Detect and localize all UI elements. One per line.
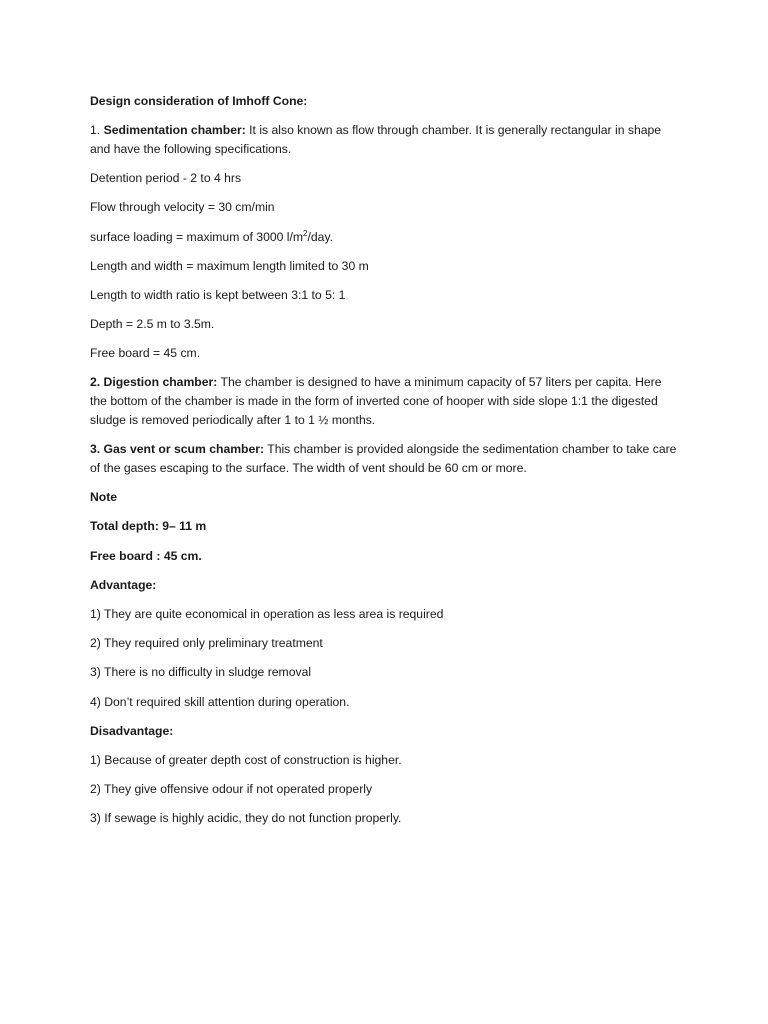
digestion-paragraph — [90, 373, 680, 429]
sedimentation-number: 1. — [90, 123, 101, 138]
spec-ratio: Length to width ratio is kept between 3:1 to 5: 1 — [90, 287, 346, 302]
spec-loading-superscript: 2 — [303, 228, 308, 238]
disadvantage-item: 2) They give offensive odour if not operated properly — [90, 782, 373, 797]
document-page — [90, 92, 680, 839]
note-label: Note — [90, 490, 118, 505]
sedimentation-title: Sedimentation chamber: — [103, 123, 246, 138]
advantage-item: 1) They are quite economical in operation as less area is required — [90, 607, 444, 621]
advantage-item: 3) There is no difficulty in sludge removal — [90, 665, 312, 680]
disadvantage-item: 1) Because of greater depth cost of construction is higher. — [90, 752, 402, 767]
note-total-depth: Total depth: 9– 11 m — [90, 519, 207, 534]
spec-surface-loading — [90, 228, 680, 247]
disadvantage-label: Disadvantage: — [90, 723, 174, 738]
gas-vent-title: 3. Gas vent or scum chamber: — [90, 442, 265, 457]
spec-loading-text: surface loading = maximum of 3000 l/m — [90, 229, 304, 244]
spec-velocity: Flow through velocity = 30 cm/min — [90, 200, 275, 215]
digestion-title: 2. Digestion chamber: — [90, 375, 218, 390]
advantage-label: Advantage: — [90, 577, 157, 592]
digestion-text: The chamber is designed to have a minimum capacity of 57 liters per capita. Here the bottom of the chamber is made in the form of inverted cone of hooper with side slope 1:1 the digested sludge is removed periodically after 1 to 1 ½ months. — [90, 375, 662, 428]
spec-length-width: Length and width = maximum length limited to 30 m — [90, 258, 369, 273]
gas-vent-paragraph — [90, 440, 680, 478]
spec-free-board: Free board = 45 cm. — [90, 346, 201, 361]
spec-loading-unit: /day. — [307, 229, 334, 244]
note-free-board: Free board : 45 cm. — [90, 548, 202, 563]
gas-vent-text: This chamber is provided alongside the sedimentation chamber to take care of the gases escaping to the surface. The width of vent should be 60 cm or more. — [90, 442, 677, 476]
sedimentation-paragraph — [90, 121, 680, 159]
document-heading: Design consideration of Imhoff Cone: — [90, 94, 308, 108]
spec-detention: Detention period - 2 to 4 hrs — [90, 171, 242, 186]
advantage-item: 2) They required only preliminary treatment — [90, 636, 323, 651]
advantage-item: 4) Don’t required skill attention during operation. — [90, 694, 350, 709]
spec-depth: Depth = 2.5 m to 3.5m. — [90, 317, 215, 332]
sedimentation-text: It is also known as flow through chamber. It is generally rectangular in shape and have the following specifications. — [90, 123, 662, 156]
disadvantage-item: 3) If sewage is highly acidic, they do not function properly. — [90, 811, 402, 826]
